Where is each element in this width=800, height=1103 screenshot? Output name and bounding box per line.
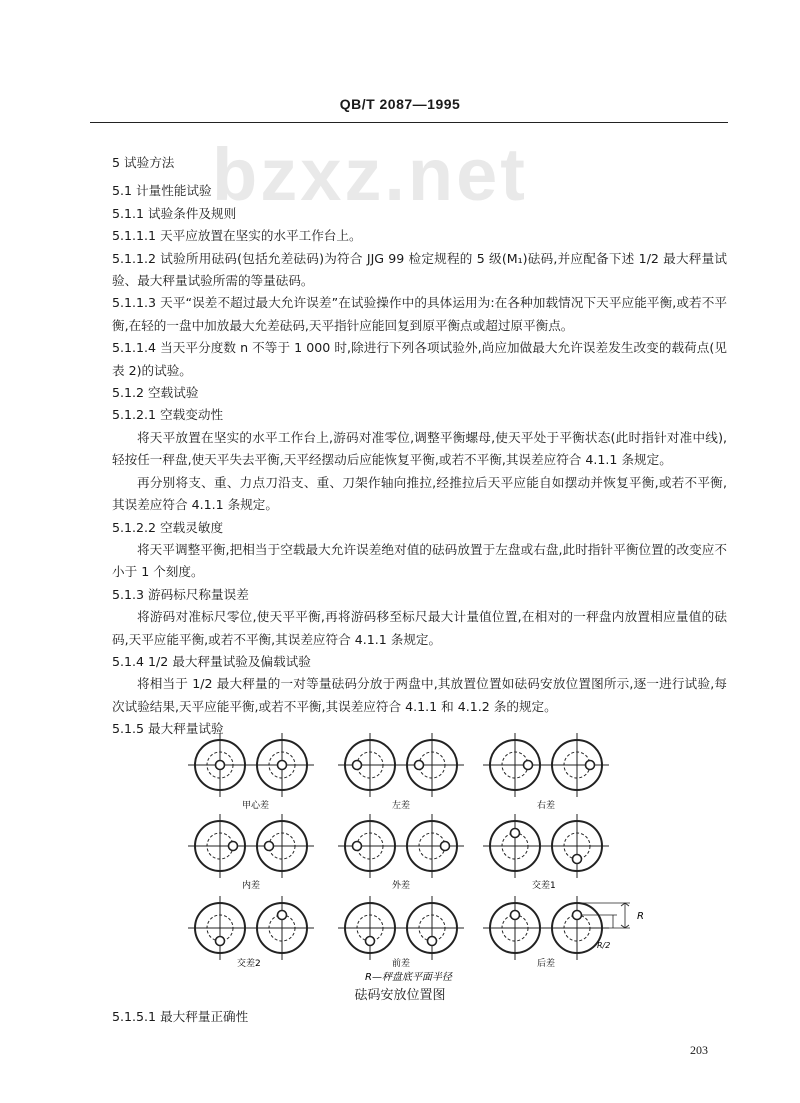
para-5-1-2-1-b: 再分别将支、重、力点刀沿支、重、刀架作轴向推拉,经推拉后天平应能自如摆动并恢复平衡,或若不平衡,其误差应符合 4.1.1 条规定。 [112, 474, 727, 513]
para-5-1-1-2: 5.1.1.2 试验所用砝码(包括允差砝码)为符合 JJG 99 检定规程的 5 级(M₁)砝码,并应配备下述 1/2 最大秤量试验、最大秤量试验所需的等量砝码。 [112, 250, 727, 289]
section-5-1-1-heading: 5.1.1 试验条件及规则 [112, 205, 237, 221]
dim-r2-label: R/2 [597, 941, 611, 950]
section-5-1-2-1-heading: 5.1.2.1 空载变动性 [112, 407, 224, 423]
section-5-heading: 5 试验方法 [112, 155, 175, 170]
pan-pair-right [483, 733, 609, 797]
section-5-1-4-heading: 5.1.4 1/2 最大秤量试验及偏载试验 [112, 653, 311, 669]
document-body [112, 148, 727, 741]
header-rule [90, 122, 728, 123]
label-back: 后差 [537, 959, 556, 969]
section-5-1-2-heading: 5.1.2 空载试验 [112, 385, 199, 401]
pan-pair-inner [188, 814, 314, 878]
label-center: 甲心差 [242, 801, 270, 811]
section-5-1-5-heading: 5.1.5 最大秤量试验 [112, 721, 224, 737]
pan-pair-center [188, 733, 314, 797]
watermark: bzxz.net [212, 133, 528, 216]
pan-pair-outer [338, 814, 464, 878]
radius-dimension [577, 903, 630, 928]
figure-title: 砝码安放位置图 [354, 988, 446, 1003]
standard-code: QB/T 2087—1995 [339, 96, 461, 112]
pan-pair-cross-1 [483, 814, 609, 878]
para-5-1-2-2: 将天平调整平衡,把相当于空载最大允许误差绝对值的砝码放置于左盘或右盘,此时指针平衡位置的改变应不小于 1 个刻度。 [112, 541, 727, 580]
pan-pair-cross-2 [188, 896, 314, 960]
weight-placement-diagram [185, 728, 645, 1008]
para-5-1-1-3: 5.1.1.3 天平“误差不超过最大允许误差”在试验操作中的具体运用为:在各种加载情况下天平应能平衡,或若不平衡,在轻的一盘中加放最大允差砝码,天平指针应能回复到原平衡点或超过原平衡点。 [112, 295, 727, 333]
para-5-1-4: 将相当于 1/2 最大秤量的一对等量砝码分放于两盘中,其放置位置如砝码安放位置图所示,逐一进行试验,每次试验结果,天平应能平衡,或若不平衡,其误差应符合 4.1.1 和 4.1.2 条的规定。 [112, 676, 727, 714]
pan-pair-front [338, 896, 464, 960]
pan-pair-left [338, 733, 464, 797]
para-5-1-2-1-a: 将天平放置在坚实的水平工作台上,游码对准零位,调整平衡螺母,使天平处于平衡状态(此时指针对准中线),轻按任一秤盘,使天平失去平衡,天平经摆动后应能恢复平衡,或若不平衡,其误差应符合 4.1.1 条规定。 [112, 429, 727, 468]
label-inner: 内差 [242, 881, 261, 891]
label-front: 前差 [392, 959, 411, 969]
page-number: 203 [690, 1043, 708, 1057]
para-5-1-3: 将游码对准标尺零位,使天平平衡,再将游码移至标尺最大计量值位置,在相对的一秤盘内放置相应量值的砝码,天平应能平衡,或若不平衡,其误差应符合 4.1.1 条规定。 [112, 609, 727, 647]
section-5-1-5-1-heading: 5.1.5.1 最大秤量正确性 [112, 1009, 249, 1024]
dim-r-label: R [637, 911, 644, 922]
section-5-1-3-heading: 5.1.3 游码标尺称量误差 [112, 586, 249, 602]
label-cross-1: 交差1 [532, 881, 556, 891]
section-5-1-heading: 5.1 计量性能试验 [112, 183, 212, 199]
label-right: 右差 [537, 801, 556, 811]
label-left: 左差 [392, 801, 411, 811]
para-5-1-1-4: 5.1.1.4 当天平分度数 n 不等于 1 000 时,除进行下列各项试验外,尚应加做最大允许误差发生改变的载荷点(见表 2)的试验。 [112, 340, 727, 378]
label-cross-2: 交差2 [237, 959, 261, 969]
label-outer: 外差 [392, 881, 411, 891]
para-5-1-1-1: 5.1.1.1 天平应放置在坚实的水平工作台上。 [112, 228, 362, 244]
figure-legend: R—秤盘底平面半径 [365, 972, 452, 983]
section-5-1-2-2-heading: 5.1.2.2 空载灵敏度 [112, 519, 224, 535]
